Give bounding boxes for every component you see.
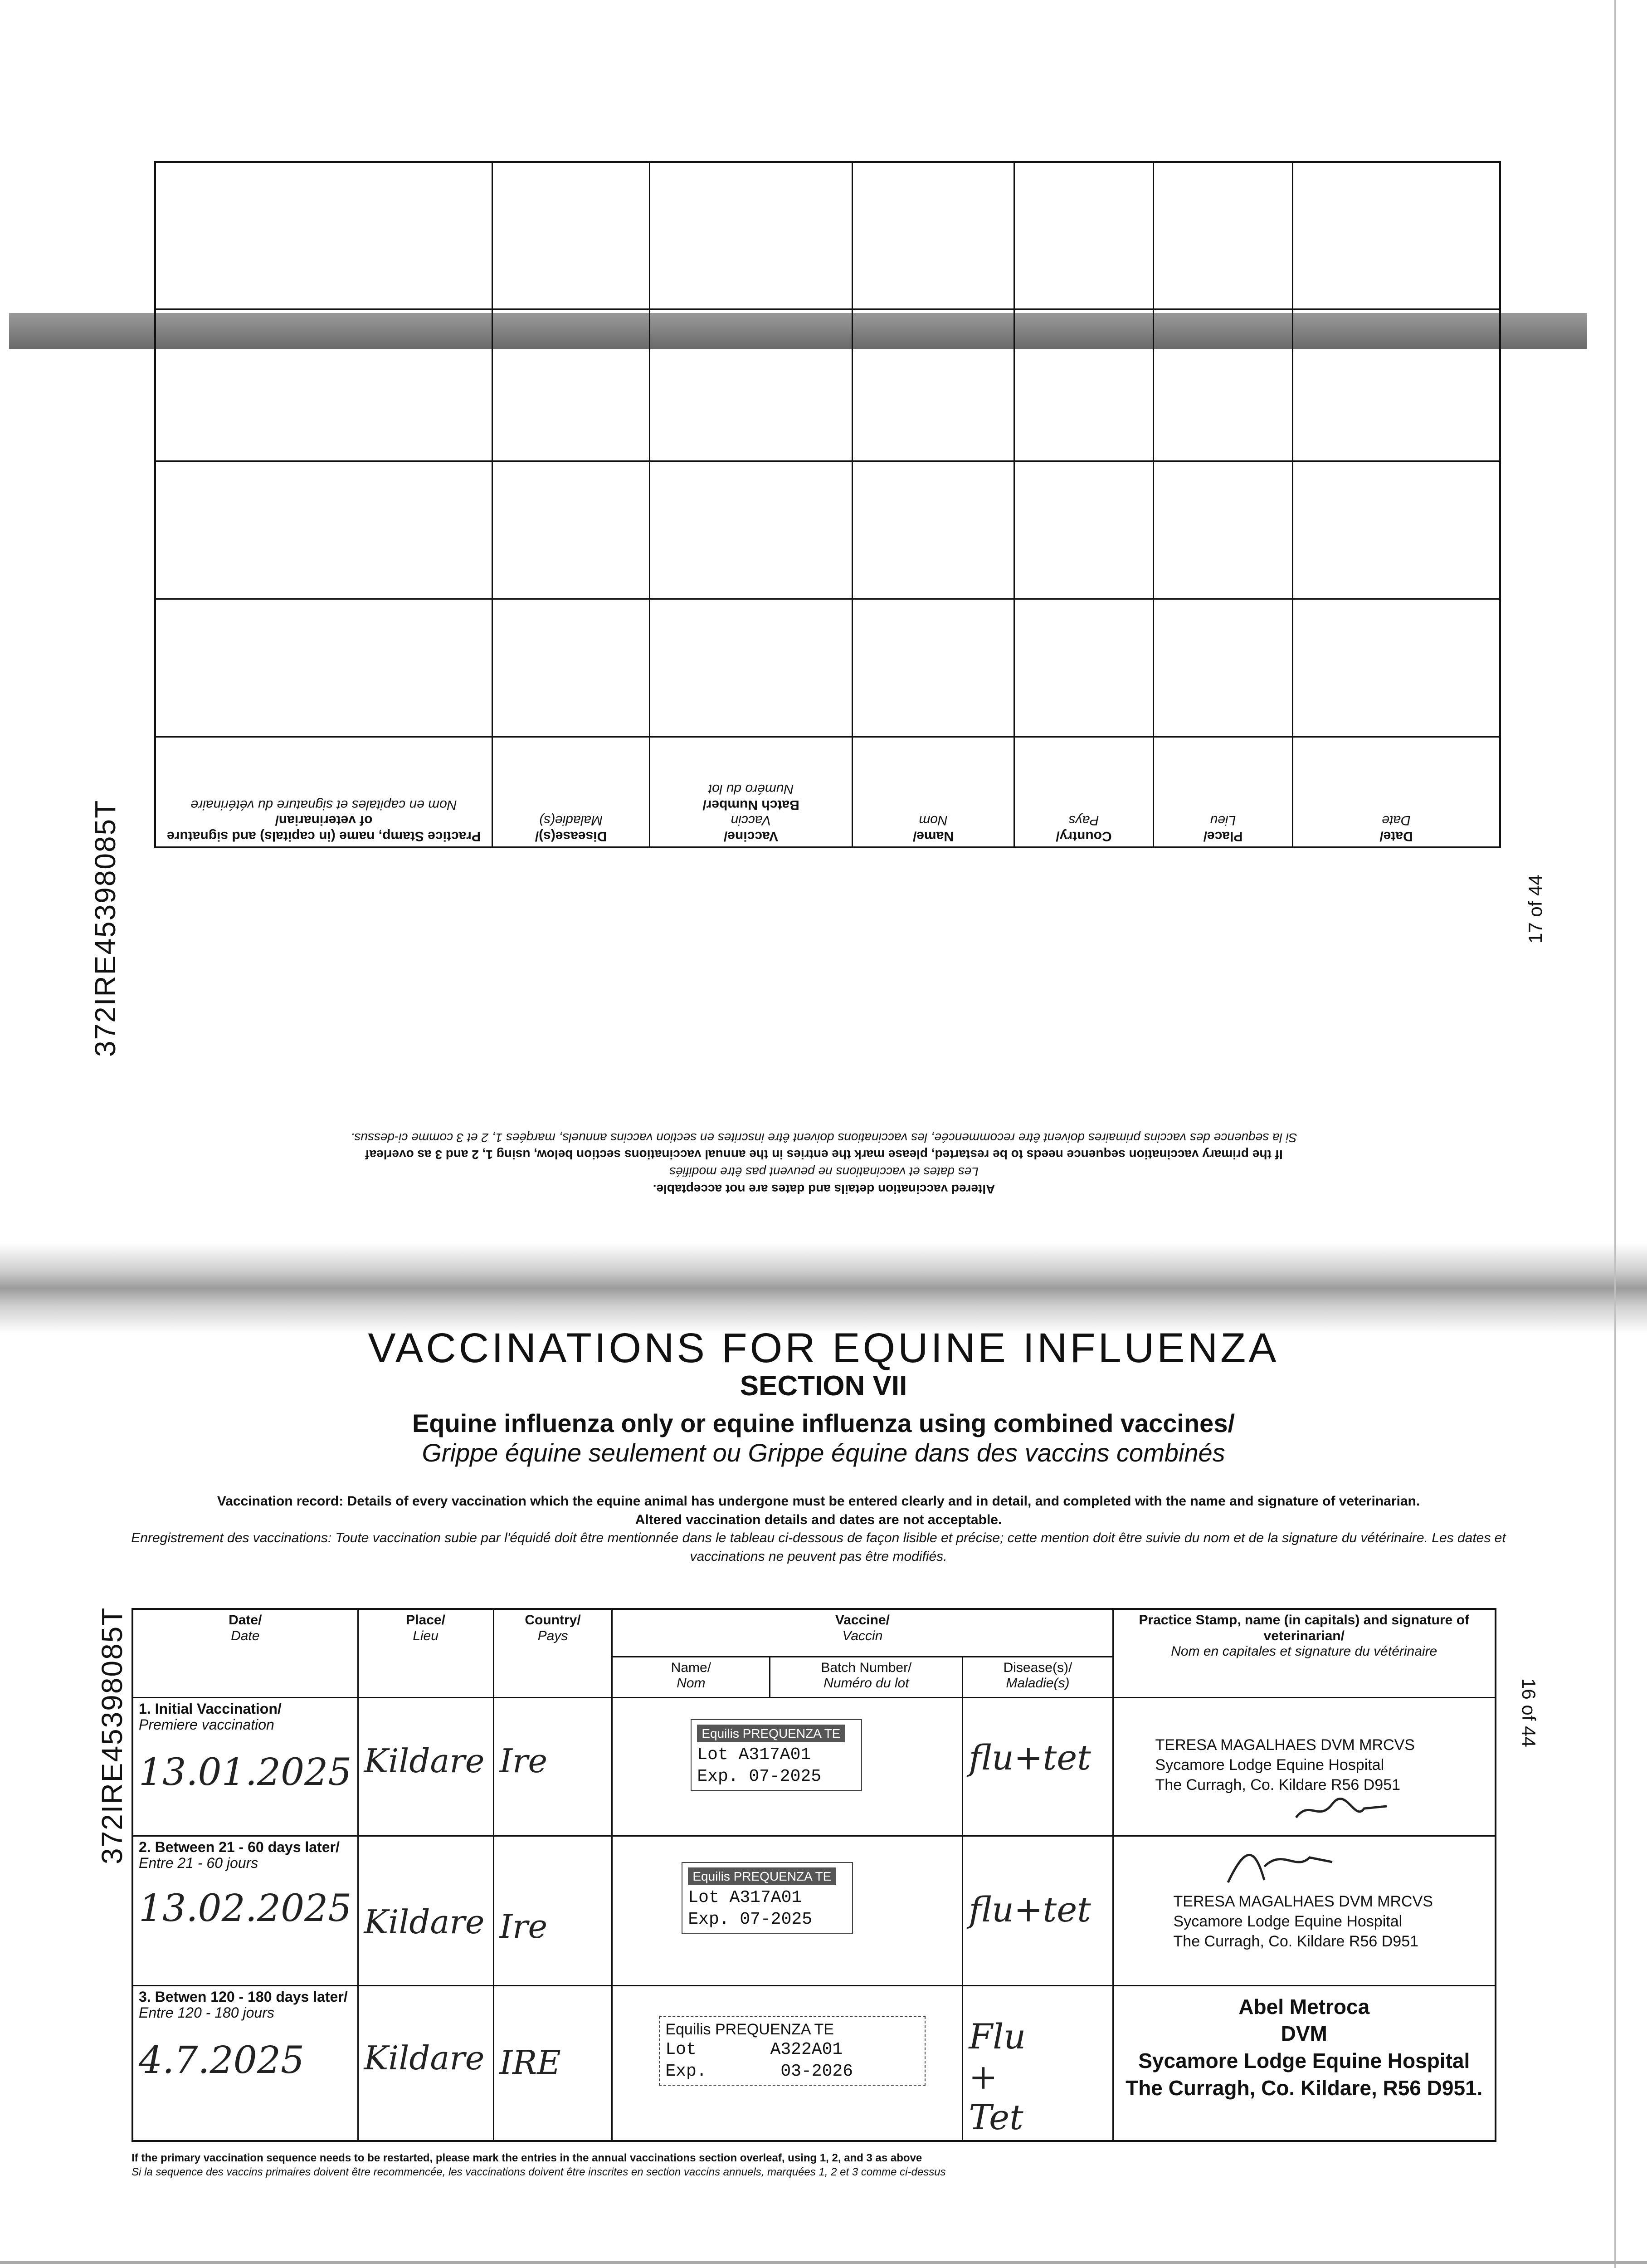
upper-vaccination-table bbox=[154, 161, 1501, 848]
row1-stamp-line2: Sycamore Lodge Equine Hospital bbox=[1155, 1756, 1384, 1774]
row1-disease: flu+tet bbox=[969, 1737, 1091, 1778]
upper-cell bbox=[650, 309, 853, 461]
row3-stamp-cell bbox=[1113, 1985, 1496, 2141]
row3-exp: 03-2026 bbox=[780, 2061, 853, 2081]
row3-stamp-line3: Sycamore Lodge Equine Hospital bbox=[1138, 2049, 1470, 2073]
row1-stamp bbox=[1155, 1735, 1489, 1795]
upper-name-label-fr: Nom bbox=[919, 813, 948, 828]
upper-cell bbox=[853, 309, 1014, 461]
row3-date: 4.7.2025 bbox=[139, 2038, 305, 2082]
row2-exp: 07-2025 bbox=[740, 1909, 813, 1929]
lower-batch-label-fr: Numéro du lot bbox=[824, 1676, 909, 1691]
upper-cell bbox=[492, 162, 650, 309]
upper-vaccine-label-fr: Vaccin bbox=[731, 813, 771, 828]
row2-place: Kildare bbox=[364, 1902, 485, 1941]
row1-date: 13.01.2025 bbox=[139, 1750, 352, 1794]
upper-header-disease bbox=[492, 737, 650, 847]
upper-cell bbox=[1293, 461, 1501, 599]
upper-header-batch bbox=[650, 737, 853, 847]
upper-cell bbox=[492, 461, 650, 599]
lower-vaccine-label: Vaccine/ bbox=[835, 1613, 890, 1628]
upper-cell bbox=[155, 461, 492, 599]
upper-stamp-label-fr: Nom en capitales et signature du vétérinaire bbox=[190, 797, 457, 812]
upper-note-2: Les dates et vaccinations ne peuvent pas être modifiés bbox=[669, 1165, 979, 1179]
upper-cell bbox=[853, 461, 1014, 599]
upper-note-3: If the primary vaccination sequence needs to be restarted, please mark the entries in the annual vaccinations section below, using 1, 2 and 3 as overleaf bbox=[365, 1148, 1283, 1162]
row1-exp-line bbox=[697, 1766, 856, 1788]
row2-lot-line bbox=[688, 1887, 847, 1909]
lower-document-code: 372IRE45398085T bbox=[96, 1607, 128, 1864]
record-en bbox=[127, 1492, 1510, 1511]
row3-stamp-name: Abel Metroca bbox=[1238, 1994, 1370, 2019]
upper-vaccine-label: Vaccine/ bbox=[723, 829, 779, 844]
row2-vaccine-cell bbox=[612, 1836, 963, 1985]
upper-place-label-fr: Lieu bbox=[1210, 813, 1236, 828]
upper-header-place bbox=[1154, 737, 1293, 847]
row2-disease-cell bbox=[963, 1836, 1113, 1985]
upper-country-label-fr: Pays bbox=[1068, 813, 1099, 828]
upper-cell bbox=[1154, 599, 1293, 737]
upper-cell bbox=[1014, 599, 1154, 737]
row2-sticker bbox=[682, 1862, 853, 1934]
upper-header-stamp bbox=[155, 737, 492, 847]
lower-header-disease bbox=[963, 1657, 1113, 1697]
row1-sticker bbox=[691, 1719, 862, 1791]
upper-cell bbox=[492, 599, 650, 737]
lower-batch-label: Batch Number/ bbox=[821, 1660, 912, 1675]
footnote bbox=[132, 2151, 1496, 2179]
upper-cell bbox=[1154, 162, 1293, 309]
row3-sticker bbox=[659, 2016, 926, 2086]
lower-name-label-fr: Nom bbox=[677, 1676, 706, 1691]
lower-date-label: Date/ bbox=[229, 1613, 262, 1628]
upper-batch-label: Batch Number/ bbox=[702, 797, 799, 812]
upper-cell bbox=[853, 599, 1014, 737]
row1-signature-icon bbox=[1291, 1795, 1391, 1827]
upper-header-name bbox=[853, 737, 1014, 847]
lower-date-label-fr: Date bbox=[231, 1628, 260, 1643]
row3-lot: A322A01 bbox=[770, 2040, 843, 2059]
row2-stamp bbox=[1174, 1892, 1489, 1952]
lower-vaccine-label-fr: Vaccin bbox=[842, 1628, 883, 1643]
upper-date-label-fr: Date bbox=[1382, 813, 1411, 828]
lower-header-name bbox=[612, 1657, 770, 1697]
row2-country-cell bbox=[493, 1836, 612, 1985]
row3-date-cell bbox=[132, 1985, 358, 2141]
row2-lot: A317A01 bbox=[729, 1888, 802, 1907]
row3-stamp bbox=[1119, 1994, 1489, 2102]
upper-cell bbox=[155, 162, 492, 309]
row1-stamp-cell bbox=[1113, 1697, 1496, 1836]
row2-stamp-cell bbox=[1113, 1836, 1496, 1985]
row1-country-cell bbox=[493, 1697, 612, 1836]
lower-header-batch bbox=[770, 1657, 963, 1697]
record-fr: Enregistrement des vaccinations: Toute vaccination subie par l'équidé doit être mentionnée dans le tableau ci-dessous de façon lisible et précise; cette mention doit être suivie du nom et de la signature du vétérinaire. Les dates et vaccinations ne peuvent pas être modifiés. bbox=[131, 1530, 1506, 1564]
row2-exp-line bbox=[688, 1909, 847, 1931]
lower-stamp-label: Practice Stamp, name (in capitals) and signature of veterinarian/ bbox=[1139, 1613, 1470, 1643]
subtitle-en: Equine influenza only or equine influenza using combined vaccines/ bbox=[412, 1409, 1235, 1437]
section-heading: VACCINATIONS FOR EQUINE INFLUENZA bbox=[368, 1325, 1279, 1371]
row3-country: IRE bbox=[499, 2043, 561, 2082]
scan-edge-bottom bbox=[0, 2261, 1647, 2264]
upper-cell bbox=[650, 461, 853, 599]
upper-batch-label-fr: Numéro du lot bbox=[708, 782, 794, 797]
upper-cell bbox=[1014, 309, 1154, 461]
row2-brand: Equilis PREQUENZA TE bbox=[688, 1867, 836, 1885]
lower-country-label: Country/ bbox=[525, 1613, 581, 1628]
row2-place-cell bbox=[358, 1836, 493, 1985]
row1-place-cell bbox=[358, 1697, 493, 1836]
row2-disease: flu+tet bbox=[969, 1889, 1091, 1930]
row3-disease-cell bbox=[963, 1985, 1113, 2141]
footnote-en: If the primary vaccination sequence needs to be restarted, please mark the entries in the annual vaccinations section overleaf, using 1, 2, and 3 as above bbox=[132, 2152, 922, 2164]
row1-stamp-line3: The Curragh, Co. Kildare R56 D951 bbox=[1155, 1776, 1401, 1794]
table-row bbox=[132, 1836, 1496, 1985]
table-row bbox=[132, 1697, 1496, 1836]
row2-date: 13.02.2025 bbox=[139, 1887, 352, 1930]
row2-stamp-line2: Sycamore Lodge Equine Hospital bbox=[1173, 1912, 1403, 1930]
row2-country: Ire bbox=[499, 1907, 548, 1945]
row2-date-cell bbox=[132, 1836, 358, 1985]
scan-edge-right bbox=[1614, 0, 1616, 2268]
upper-cell bbox=[1014, 162, 1154, 309]
row2-label-fr: Entre 21 - 60 jours bbox=[139, 1854, 258, 1871]
row3-lot-label: Lot bbox=[665, 2040, 697, 2059]
row1-brand: Equilis PREQUENZA TE bbox=[697, 1725, 845, 1742]
row3-exp-line bbox=[665, 2061, 919, 2082]
lower-place-label-fr: Lieu bbox=[413, 1628, 439, 1643]
upper-header-date bbox=[1293, 737, 1501, 847]
upper-page-number: 17 of 44 bbox=[1525, 875, 1546, 943]
upper-cell bbox=[650, 599, 853, 737]
lower-name-label: Name/ bbox=[671, 1660, 711, 1675]
row1-stamp-name: TERESA MAGALHAES DVM MRCVS bbox=[1155, 1736, 1415, 1754]
lower-page-number: 16 of 44 bbox=[1518, 1678, 1540, 1747]
row1-exp-label: Exp. bbox=[697, 1766, 739, 1786]
record-en-2: Altered vaccination details and dates are not acceptable. bbox=[635, 1512, 1002, 1527]
lower-vaccination-table bbox=[132, 1608, 1496, 2142]
row1-country: Ire bbox=[499, 1741, 548, 1780]
upper-note-1: Altered vaccination details and dates are not acceptable. bbox=[653, 1182, 995, 1196]
upper-cell bbox=[853, 162, 1014, 309]
row2-signature-icon bbox=[1219, 1839, 1337, 1889]
row1-place: Kildare bbox=[364, 1741, 485, 1780]
row1-disease-cell bbox=[963, 1697, 1113, 1836]
row1-lot-line bbox=[697, 1744, 856, 1766]
row2-stamp-name: TERESA MAGALHAES DVM MRCVS bbox=[1173, 1892, 1433, 1910]
row1-exp: 07-2025 bbox=[749, 1766, 822, 1786]
subtitle-fr: Grippe équine seulement ou Grippe équine dans des vaccins combinés bbox=[422, 1438, 1225, 1467]
row3-stamp-line4: The Curragh, Co. Kildare, R56 D951. bbox=[1126, 2076, 1483, 2100]
row1-label-fr: Premiere vaccination bbox=[139, 1716, 274, 1733]
record-instructions bbox=[127, 1492, 1510, 1566]
upper-country-label: Country/ bbox=[1056, 829, 1112, 844]
row2-stamp-line3: The Curragh, Co. Kildare R56 D951 bbox=[1173, 1932, 1419, 1950]
upper-note-4: Si la sequence des vaccins primaires doivent être recommencée, les vaccinations doivent être inscrites en section vaccins annuels, marqées 1, 2 et 3 comme ci-dessus. bbox=[351, 1130, 1297, 1145]
upper-cell bbox=[1014, 461, 1154, 599]
lower-disease-label-fr: Maladie(s) bbox=[1006, 1676, 1070, 1691]
upper-cell bbox=[1293, 162, 1501, 309]
upper-place-label: Place/ bbox=[1203, 829, 1243, 844]
table-row bbox=[132, 1985, 1496, 2141]
upper-header-country bbox=[1014, 737, 1154, 847]
upper-stamp-label: Practice Stamp, name (in capitals) and signature of veterinarian/ bbox=[167, 813, 481, 844]
row1-lot-label: Lot bbox=[697, 1745, 728, 1765]
row2-label: 2. Between 21 - 60 days later/ bbox=[139, 1838, 340, 1855]
row3-stamp-line2: DVM bbox=[1281, 2022, 1327, 2046]
row3-place-cell bbox=[358, 1985, 493, 2141]
upper-name-label: Name/ bbox=[912, 829, 954, 844]
upper-cell bbox=[155, 599, 492, 737]
row1-lot: A317A01 bbox=[738, 1745, 811, 1765]
upper-notes bbox=[137, 1129, 1511, 1198]
row2-lot-label: Lot bbox=[688, 1888, 719, 1907]
row3-lot-line bbox=[665, 2039, 919, 2061]
upper-document-code: 372IRE45398085T bbox=[89, 799, 122, 1057]
lower-stamp-label-fr: Nom en capitales et signature du vétérinaire bbox=[1171, 1644, 1437, 1659]
record-en-label: Vaccination record: bbox=[217, 1494, 344, 1509]
upper-cell bbox=[155, 309, 492, 461]
row1-label: 1. Initial Vaccination/ bbox=[139, 1700, 282, 1717]
fold-shadow bbox=[0, 1243, 1647, 1334]
row3-vaccine-cell bbox=[612, 1985, 963, 2141]
row2-exp-label: Exp. bbox=[688, 1909, 730, 1929]
upper-cell bbox=[1293, 309, 1501, 461]
record-en-text: Details of every vaccination which the equine animal has undergone must be entered clearly and in detail, and completed with the name and signature of veterinarian. bbox=[347, 1494, 1420, 1509]
row3-exp-label: Exp. bbox=[665, 2061, 707, 2081]
upper-cell bbox=[1154, 461, 1293, 599]
upper-cell bbox=[1293, 599, 1501, 737]
lower-country-label-fr: Pays bbox=[537, 1628, 568, 1643]
upper-cell bbox=[650, 162, 853, 309]
row3-label: 3. Betwen 120 - 180 days later/ bbox=[139, 1988, 348, 2005]
lower-header-vaccine bbox=[612, 1609, 1113, 1657]
upper-disease-label: Disease(s)/ bbox=[535, 829, 607, 844]
upper-disease-label-fr: Maladie(s) bbox=[539, 813, 603, 828]
lower-header-date bbox=[132, 1609, 358, 1697]
section-number: SECTION VII bbox=[740, 1370, 907, 1402]
lower-place-label: Place/ bbox=[406, 1613, 445, 1628]
row3-label-fr: Entre 120 - 180 jours bbox=[139, 2004, 274, 2021]
row3-country-cell bbox=[493, 1985, 612, 2141]
upper-cell bbox=[492, 309, 650, 461]
lower-header-place bbox=[358, 1609, 493, 1697]
row1-date-cell bbox=[132, 1697, 358, 1836]
row3-disease: Flu + Tet bbox=[969, 2016, 1026, 2137]
upper-cell bbox=[1154, 309, 1293, 461]
upper-date-label: Date/ bbox=[1379, 829, 1413, 844]
footnote-fr: Si la sequence des vaccins primaires doivent être recommencée, les vaccinations doivent être inscrites en section vaccins annuels, marquées 1, 2 et 3 comme ci-dessus bbox=[132, 2166, 946, 2179]
row1-vaccine-cell bbox=[612, 1697, 963, 1836]
row3-place: Kildare bbox=[364, 2038, 485, 2077]
lower-header-stamp bbox=[1113, 1609, 1496, 1697]
lower-header-country bbox=[493, 1609, 612, 1697]
row3-brand: Equilis PREQUENZA TE bbox=[665, 2020, 834, 2038]
lower-disease-label: Disease(s)/ bbox=[1003, 1660, 1072, 1675]
